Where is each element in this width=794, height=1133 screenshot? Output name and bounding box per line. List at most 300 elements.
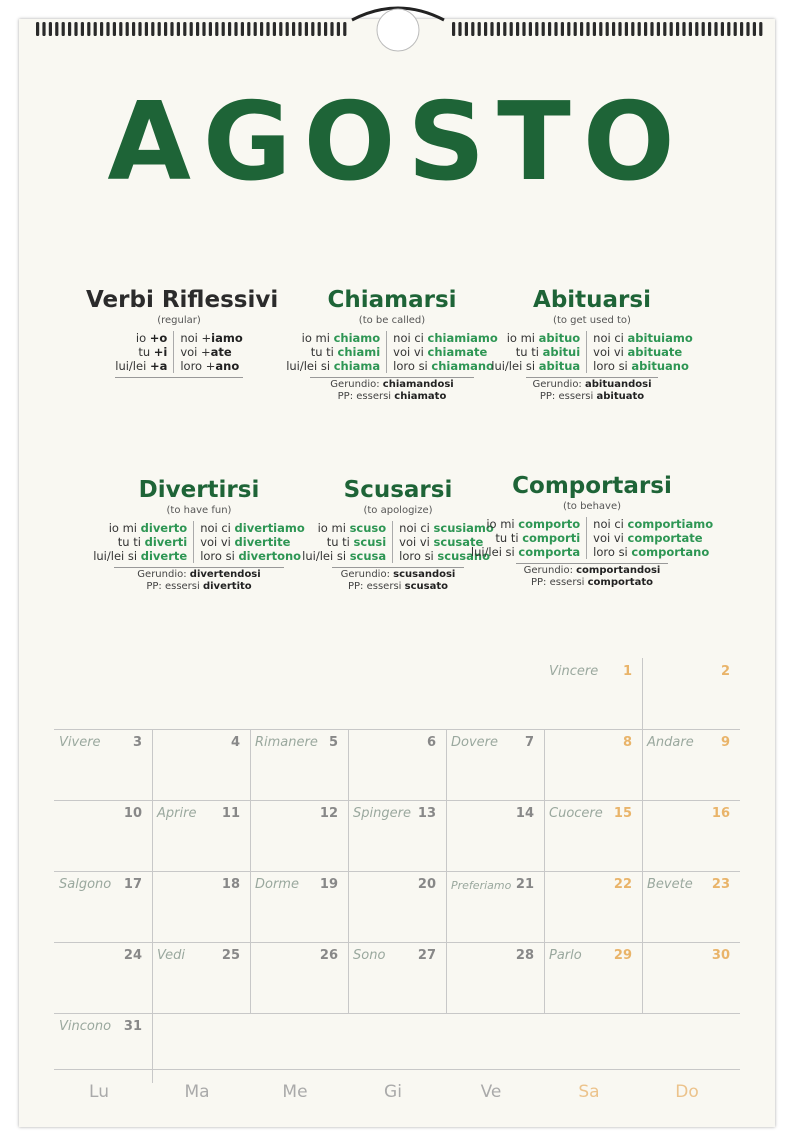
day-cell[interactable] — [446, 871, 544, 942]
past-participle-value: comportato — [587, 577, 653, 588]
weekday-ve: Ve — [480, 1082, 502, 1102]
binding-coil — [548, 22, 551, 36]
month-title: AGOSTO — [107, 80, 687, 205]
pronoun: noi ci — [399, 521, 434, 535]
pronoun: tu ti — [310, 345, 338, 359]
binding-coil — [663, 22, 666, 36]
singular-column — [491, 331, 587, 373]
binding-coil — [324, 22, 327, 36]
conjugation-row — [471, 531, 580, 545]
past-participle-label: PP: essersi — [146, 581, 203, 592]
verb-title: Comportarsi — [512, 473, 672, 499]
binding-coil — [266, 22, 269, 36]
verb-form: scusa — [349, 549, 387, 563]
pronoun: voi vi — [399, 535, 434, 549]
binding-coil — [209, 22, 212, 36]
plural-column — [587, 331, 693, 373]
conjugation-row — [115, 345, 167, 359]
day-number: 30 — [711, 948, 730, 963]
day-cell[interactable] — [250, 729, 348, 800]
verb-form: chiama — [333, 359, 381, 373]
pronoun: voi vi — [593, 345, 628, 359]
verb-footnote — [114, 567, 284, 593]
binding-coil — [151, 22, 154, 36]
verb-form: diverti — [144, 535, 188, 549]
binding-coil — [87, 22, 90, 36]
day-number: 26 — [319, 948, 338, 963]
plural-column — [387, 331, 498, 373]
pronoun: tu ti — [495, 531, 523, 545]
past-participle-value: scusato — [404, 581, 448, 592]
past-participle-line — [526, 391, 658, 403]
binding-coil — [535, 22, 538, 36]
plural-column — [194, 521, 305, 563]
conjugation-row — [593, 331, 693, 345]
pronoun: lui/lei — [115, 359, 150, 373]
day-word: Rimanere — [255, 735, 318, 750]
verb-subtitle: (regular) — [157, 315, 201, 326]
pronoun: lui/lei si — [491, 359, 539, 373]
pronoun: tu — [138, 345, 154, 359]
day-word: Salgono — [59, 877, 112, 892]
pronoun: io mi — [108, 521, 141, 535]
gerund-line — [310, 379, 474, 391]
pronoun: noi ci — [200, 521, 235, 535]
weekday-gi: Gi — [384, 1082, 402, 1102]
pronoun: voi vi — [593, 531, 628, 545]
binding-coil — [670, 22, 673, 36]
pronoun: lui/lei si — [302, 549, 350, 563]
verb-form: scusi — [353, 535, 387, 549]
pronoun: loro si — [593, 359, 632, 373]
binding-coil — [74, 22, 77, 36]
day-cell[interactable] — [152, 871, 250, 942]
day-word: Vivere — [59, 735, 101, 750]
day-cell[interactable] — [544, 800, 642, 871]
binding-coil — [458, 22, 461, 36]
binding-coil — [746, 22, 749, 36]
binding-coil — [330, 22, 333, 36]
verb-title: Verbi Riflessivi — [86, 287, 279, 313]
day-cell[interactable] — [544, 871, 642, 942]
binding-coil — [305, 22, 308, 36]
day-word: Andare — [647, 735, 694, 750]
day-number: 9 — [720, 735, 730, 750]
weekday-ma: Ma — [184, 1082, 210, 1102]
conjugation-table — [84, 521, 314, 563]
binding-coil — [510, 22, 513, 36]
day-word: Dorme — [255, 877, 299, 892]
verb-block-scusarsi — [302, 476, 494, 593]
day-number: 22 — [613, 877, 632, 892]
weekday-lu: Lu — [89, 1082, 109, 1102]
verb-form: abitui — [542, 345, 581, 359]
day-number: 2 — [720, 664, 730, 679]
verb-form: comporti — [522, 531, 581, 545]
past-participle-line — [114, 581, 284, 593]
pronoun: noi ci — [393, 331, 428, 345]
day-number: 20 — [417, 877, 436, 892]
pronoun: loro si — [393, 359, 432, 373]
binding-coil — [42, 22, 45, 36]
verb-block-chiamarsi — [280, 286, 504, 403]
binding-coil — [81, 22, 84, 36]
day-cell[interactable] — [348, 729, 446, 800]
conjugation-table — [470, 517, 714, 559]
day-cell[interactable] — [54, 942, 152, 1013]
day-cell[interactable] — [348, 942, 446, 1013]
binding-coil — [279, 22, 282, 36]
binding-coil — [522, 22, 525, 36]
day-number: 18 — [221, 877, 240, 892]
plural-column — [174, 331, 242, 373]
day-number: 10 — [123, 806, 142, 821]
conjugation-row — [180, 359, 242, 373]
day-cell[interactable] — [642, 658, 740, 729]
binding-coil — [298, 22, 301, 36]
gerund-label: Gerundio: — [523, 565, 577, 576]
day-number: 17 — [123, 877, 142, 892]
binding-coil — [177, 22, 180, 36]
binding-coil — [740, 22, 743, 36]
singular-column — [302, 521, 393, 563]
conjugation-row — [286, 345, 380, 359]
day-word: Parlo — [549, 948, 582, 963]
conjugation-table — [86, 331, 272, 373]
past-participle-value: abituato — [596, 391, 645, 402]
spiral-binding — [0, 0, 794, 60]
past-participle-line — [310, 391, 474, 403]
binding-coil — [542, 22, 545, 36]
pronoun: io — [135, 331, 150, 345]
binding-coil — [465, 22, 468, 36]
binding-coil — [529, 22, 532, 36]
day-number: 13 — [417, 806, 436, 821]
past-participle-label: PP: essersi — [539, 391, 597, 402]
binding-coil — [106, 22, 109, 36]
verb-form: scusiamo — [433, 521, 494, 535]
day-cell[interactable] — [250, 942, 348, 1013]
conjugation-row — [302, 521, 386, 535]
singular-column — [93, 521, 194, 563]
verb-title: Abituarsi — [533, 287, 651, 313]
binding-coil — [497, 22, 500, 36]
binding-coil — [215, 22, 218, 36]
day-cell[interactable] — [544, 729, 642, 800]
binding-coil — [68, 22, 71, 36]
conjugation-table — [302, 521, 494, 563]
binding-coil — [650, 22, 653, 36]
binding-coil — [311, 22, 314, 36]
past-participle-label: PP: essersi — [337, 391, 395, 402]
binding-coil — [471, 22, 474, 36]
gerund-value: divertendosi — [189, 569, 261, 580]
gerund-value: comportandosi — [576, 565, 661, 576]
gerund-line — [332, 569, 464, 581]
pronoun: voi vi — [200, 535, 235, 549]
binding-coil — [714, 22, 717, 36]
conjugation-row — [286, 331, 380, 345]
binding-coil — [241, 22, 244, 36]
grid-line — [54, 1069, 740, 1070]
verb-form: abituiamo — [627, 331, 693, 345]
day-cell[interactable] — [544, 942, 642, 1013]
verb-form: chiamate — [427, 345, 488, 359]
day-cell[interactable] — [250, 871, 348, 942]
gerund-line — [526, 379, 658, 391]
day-cell[interactable] — [152, 942, 250, 1013]
day-number: 14 — [515, 806, 534, 821]
singular-column — [471, 517, 587, 559]
pronoun: io mi — [506, 331, 539, 345]
verb-form: comportano — [631, 545, 710, 559]
conjugation-row — [93, 521, 187, 535]
weekday-do: Do — [675, 1082, 699, 1102]
day-cell[interactable] — [446, 800, 544, 871]
conjugation-row — [200, 521, 305, 535]
verb-footnote — [332, 567, 464, 593]
day-cell[interactable] — [152, 729, 250, 800]
weekday-sa: Sa — [578, 1082, 600, 1102]
conjugation-row — [491, 331, 580, 345]
gerund-label: Gerundio: — [137, 569, 190, 580]
conjugation-row — [593, 545, 713, 559]
conjugation-row — [115, 331, 167, 345]
day-cell[interactable] — [446, 729, 544, 800]
verb-block-intro — [86, 286, 279, 378]
verb-form: +o — [149, 331, 168, 345]
day-number: 12 — [319, 806, 338, 821]
binding-coil — [126, 22, 129, 36]
day-cell[interactable] — [544, 658, 642, 729]
conjugation-table — [491, 331, 693, 373]
binding-coil — [337, 22, 340, 36]
day-cell[interactable] — [642, 871, 740, 942]
singular-column — [115, 331, 174, 373]
conjugation-row — [200, 535, 305, 549]
verb-form: diverte — [140, 549, 188, 563]
verb-form: comportiamo — [627, 517, 714, 531]
day-word: Preferiamo — [451, 879, 512, 892]
binding-coil — [503, 22, 506, 36]
day-number: 23 — [711, 877, 730, 892]
pronoun: loro + — [180, 359, 216, 373]
day-number: 29 — [613, 948, 632, 963]
binding-coil — [695, 22, 698, 36]
plural-column — [587, 517, 713, 559]
day-cell[interactable] — [54, 871, 152, 942]
day-word: Sono — [353, 948, 386, 963]
conjugation-row — [115, 359, 167, 373]
verb-block-comportarsi — [470, 472, 714, 589]
day-number: 19 — [319, 877, 338, 892]
day-word: Cuocere — [549, 806, 603, 821]
verb-form: abituo — [538, 331, 581, 345]
verb-footnote — [526, 377, 658, 403]
day-number: 28 — [515, 948, 534, 963]
pronoun: lui/lei si — [93, 549, 141, 563]
day-number: 5 — [328, 735, 338, 750]
gerund-label: Gerundio: — [340, 569, 394, 580]
binding-coil — [49, 22, 52, 36]
binding-coil — [228, 22, 231, 36]
binding-coil — [606, 22, 609, 36]
conjugation-row — [593, 531, 713, 545]
verb-form: chiamano — [431, 359, 494, 373]
conjugation-table — [280, 331, 504, 373]
binding-coil — [682, 22, 685, 36]
pronoun: tu ti — [515, 345, 543, 359]
binding-coil — [676, 22, 679, 36]
day-word: Spingere — [353, 806, 411, 821]
binding-coil — [516, 22, 519, 36]
verb-form: iamo — [211, 331, 243, 345]
pronoun: loro si — [399, 549, 438, 563]
binding-coil — [644, 22, 647, 36]
day-number: 21 — [515, 877, 534, 892]
verb-form: +a — [149, 359, 168, 373]
conjugation-row — [93, 549, 187, 563]
day-cell[interactable] — [348, 800, 446, 871]
day-number: 7 — [524, 735, 534, 750]
day-cell[interactable] — [152, 800, 250, 871]
day-cell[interactable] — [250, 800, 348, 871]
conjugation-row — [393, 359, 498, 373]
day-cell[interactable] — [642, 800, 740, 871]
pronoun: lui/lei si — [286, 359, 334, 373]
binding-coil — [574, 22, 577, 36]
conjugation-row — [471, 545, 580, 559]
verb-translation: (to be called) — [358, 315, 426, 326]
past-participle-label: PP: essersi — [531, 577, 588, 588]
day-cell[interactable] — [642, 942, 740, 1013]
verb-form: scuso — [349, 521, 387, 535]
day-cell[interactable] — [54, 729, 152, 800]
past-participle-value: divertito — [202, 581, 252, 592]
day-number: 24 — [123, 948, 142, 963]
gerund-line — [114, 569, 284, 581]
conjugation-row — [286, 359, 380, 373]
day-number: 11 — [221, 806, 240, 821]
day-number: 15 — [613, 806, 632, 821]
verb-translation: (to behave) — [562, 501, 622, 512]
binding-coil — [567, 22, 570, 36]
day-number: 1 — [622, 664, 632, 679]
binding-coil — [100, 22, 103, 36]
verb-translation: (to have fun) — [166, 505, 232, 516]
binding-coil — [119, 22, 122, 36]
grid-line — [152, 1013, 153, 1083]
verb-form: divertite — [234, 535, 291, 549]
conjugation-row — [593, 345, 693, 359]
binding-coil — [145, 22, 148, 36]
day-cell[interactable] — [54, 1013, 152, 1084]
binding-coil — [734, 22, 737, 36]
binding-coil — [490, 22, 493, 36]
verb-form: ano — [215, 359, 240, 373]
conjugation-row — [593, 517, 713, 531]
binding-coil — [631, 22, 634, 36]
binding-coil — [113, 22, 116, 36]
binding-coil — [612, 22, 615, 36]
pronoun: noi + — [180, 331, 212, 345]
verb-block-abituarsi — [491, 286, 693, 403]
conjugation-row — [180, 345, 242, 359]
binding-coil — [292, 22, 295, 36]
day-cell[interactable] — [446, 942, 544, 1013]
gerund-value: abituandosi — [584, 379, 652, 390]
past-participle-line — [332, 581, 464, 593]
verb-form: comportate — [627, 531, 703, 545]
verb-footnote — [310, 377, 474, 403]
day-word: Vincono — [59, 1019, 112, 1034]
binding-coil — [452, 22, 455, 36]
day-cell[interactable] — [348, 871, 446, 942]
verb-form: comporto — [518, 517, 581, 531]
binding-coil — [561, 22, 564, 36]
pronoun: voi + — [180, 345, 211, 359]
binding-coil — [580, 22, 583, 36]
conjugation-row — [471, 517, 580, 531]
verb-title: Scusarsi — [343, 477, 453, 503]
binding-coil — [702, 22, 705, 36]
verb-footnote — [516, 563, 668, 589]
weekday-me: Me — [282, 1082, 308, 1102]
day-number: 25 — [221, 948, 240, 963]
binding-coil — [689, 22, 692, 36]
day-word: Aprire — [157, 806, 197, 821]
binding-coil — [190, 22, 193, 36]
day-number: 16 — [711, 806, 730, 821]
binding-coil — [234, 22, 237, 36]
binding-coil — [138, 22, 141, 36]
pronoun: voi vi — [393, 345, 428, 359]
day-cell[interactable] — [54, 800, 152, 871]
divider — [115, 377, 243, 378]
verb-translation: (to apologize) — [363, 505, 433, 516]
binding-coil — [625, 22, 628, 36]
conjugation-row — [593, 359, 693, 373]
binding-coil — [132, 22, 135, 36]
binding-coil — [753, 22, 756, 36]
gerund-value: scusandosi — [393, 569, 456, 580]
binding-coil — [586, 22, 589, 36]
binding-coil — [721, 22, 724, 36]
binding-coil — [708, 22, 711, 36]
day-cell[interactable] — [642, 729, 740, 800]
verb-form: diverto — [140, 521, 188, 535]
pronoun: lui/lei si — [470, 545, 519, 559]
binding-coil — [273, 22, 276, 36]
binding-coil — [318, 22, 321, 36]
gerund-label: Gerundio: — [532, 379, 585, 390]
binding-coil — [94, 22, 97, 36]
binding-coil — [554, 22, 557, 36]
verb-form: chiamiamo — [427, 331, 498, 345]
day-number: 6 — [426, 735, 436, 750]
gerund-value: chiamandosi — [382, 379, 454, 390]
conjugation-row — [180, 331, 242, 345]
verb-title: Chiamarsi — [327, 287, 457, 313]
binding-coil — [759, 22, 762, 36]
binding-coil — [478, 22, 481, 36]
pronoun: io mi — [486, 517, 519, 531]
verb-form: divertono — [238, 549, 302, 563]
binding-coil — [618, 22, 621, 36]
grid-line — [54, 1013, 740, 1014]
conjugation-row — [200, 549, 305, 563]
verb-form: +i — [153, 345, 168, 359]
